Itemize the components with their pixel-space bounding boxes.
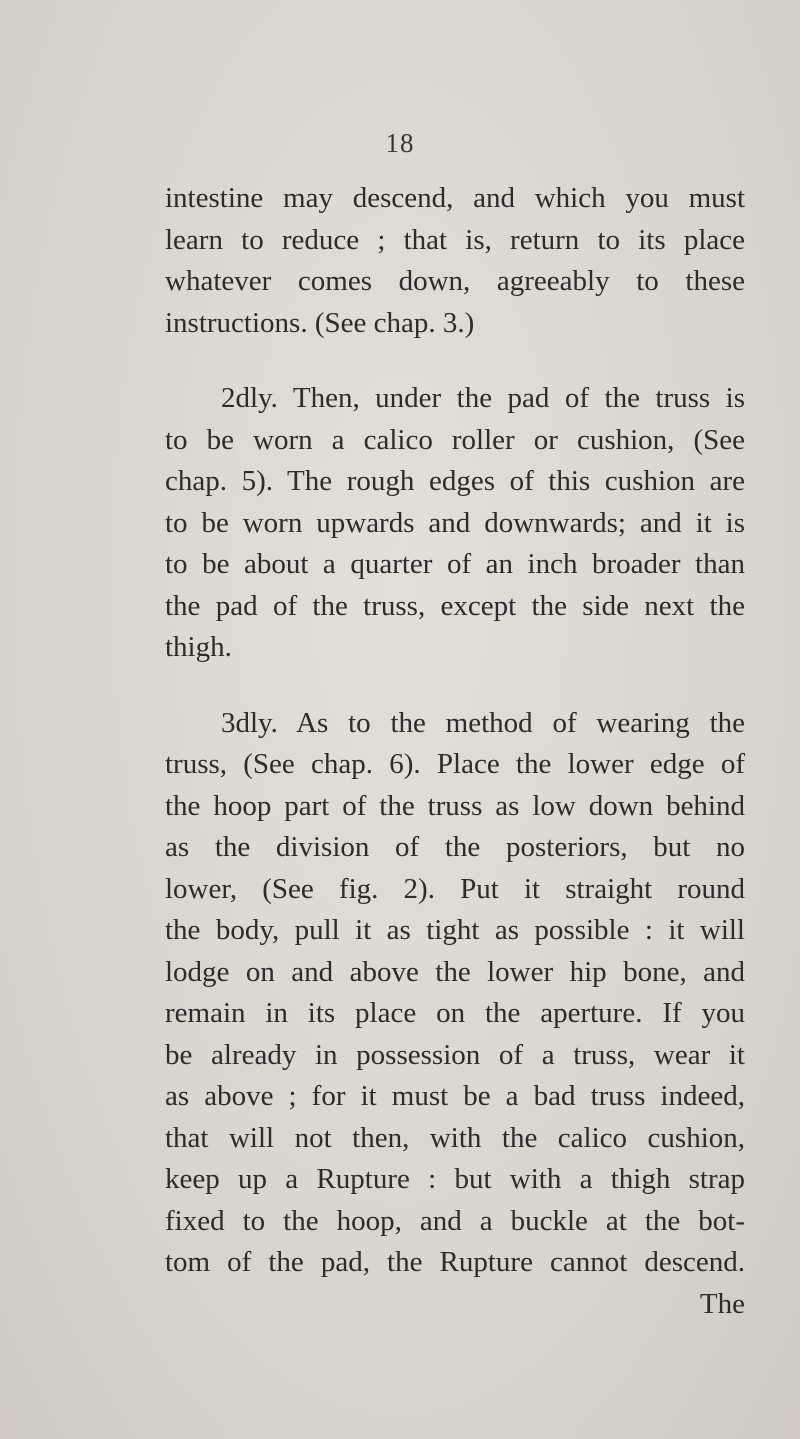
text-line: to be worn a calico roller or cushion, (See <box>165 423 745 456</box>
text-line: be already in possession of a truss, wear it <box>165 1038 745 1071</box>
text-line: fixed to the hoop, and a buckle at the bot- <box>165 1204 745 1237</box>
text-line: truss, (See chap. 6). Place the lower edge of <box>165 748 745 780</box>
paragraph-1 <box>165 178 745 344</box>
text-line: lower, (See fig. 2). Put it straight round <box>165 872 745 905</box>
text-line: chap. 5). The rough edges of this cushion are <box>165 465 745 497</box>
text-line: as above ; for it must be a bad truss indeed, <box>165 1080 745 1112</box>
text-line: tom of the pad, the Rupture cannot descend. <box>165 1246 745 1278</box>
text-line: that will not then, with the calico cushion, <box>165 1121 745 1154</box>
text-line: intestine may descend, and which you must <box>165 182 745 214</box>
paragraph-2 <box>165 378 745 669</box>
text-line: remain in its place on the aperture. If you <box>165 997 745 1029</box>
text-line: the hoop part of the truss as low down behind <box>165 789 745 822</box>
text-line: lodge on and above the lower hip bone, and <box>165 955 745 988</box>
text-line: 2dly. Then, under the pad of the truss is <box>221 382 745 414</box>
paragraph-3 <box>165 703 745 1284</box>
text-line: learn to reduce ; that is, return to its place <box>165 223 745 256</box>
text-line: to be worn upwards and downwards; and it is <box>165 506 745 539</box>
text-line: keep up a Rupture : but with a thigh strap <box>165 1163 745 1195</box>
page-text <box>165 178 745 1325</box>
text-line: the body, pull it as tight as possible : it will <box>165 914 745 946</box>
text-line: thigh. <box>165 631 232 663</box>
page-number: 18 <box>385 128 415 158</box>
text-line: 3dly. As to the method of wearing the <box>221 706 745 739</box>
text-line: as the division of the posteriors, but no <box>165 831 745 863</box>
text-line: to be about a quarter of an inch broader than <box>165 548 745 580</box>
text-line: whatever comes down, agreeably to these <box>165 265 745 297</box>
text-line: instructions. (See chap. 3.) <box>165 306 475 339</box>
text-line: the pad of the truss, except the side next the <box>165 589 745 622</box>
catchword: The <box>699 1287 745 1320</box>
